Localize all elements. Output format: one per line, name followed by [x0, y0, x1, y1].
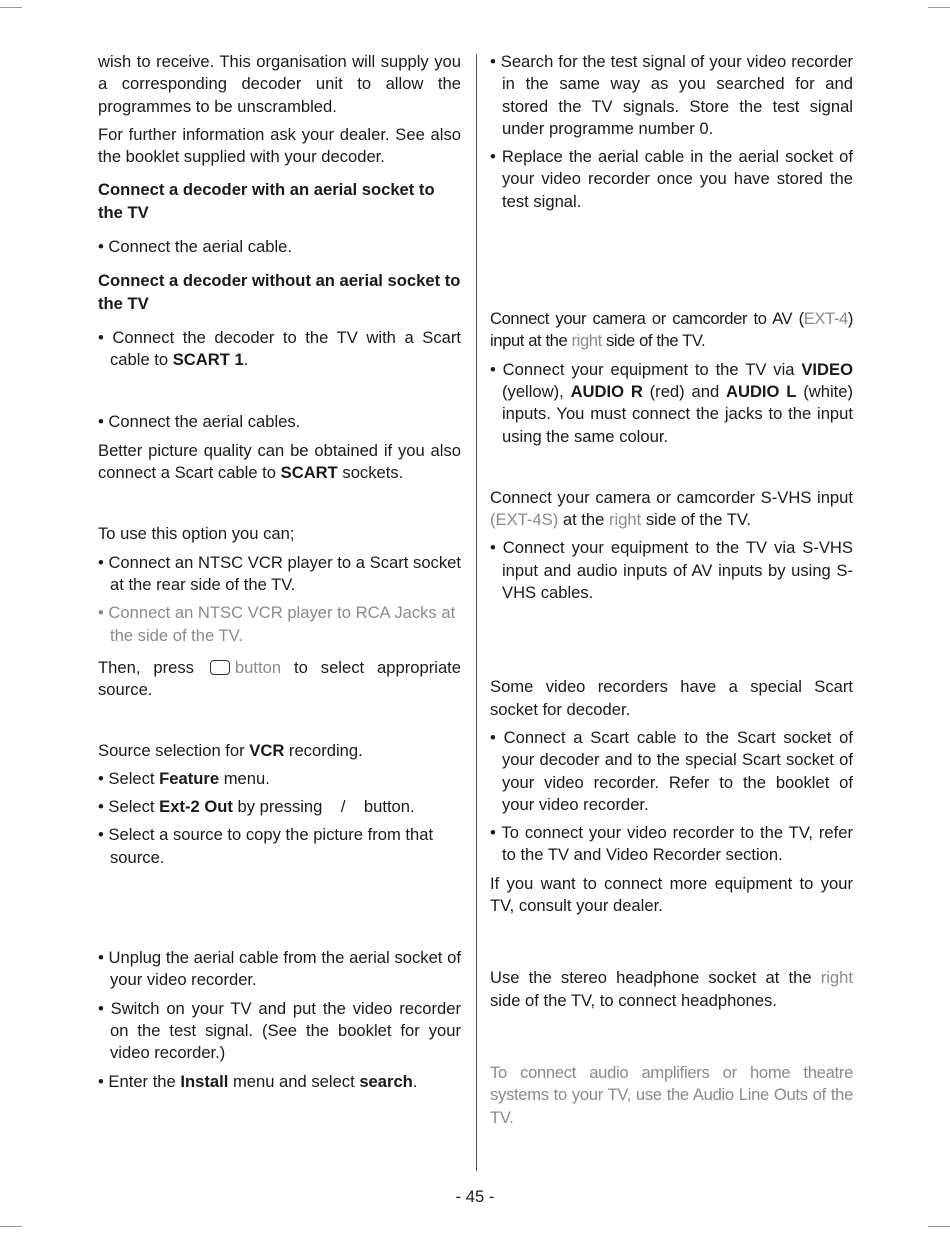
bullet-enter-install: • Enter the Install menu and select search.: [98, 1071, 418, 1091]
intro-paragraph: wish to receive. This organisation will supply you a corresponding decoder unit to allow the programmes to be unscrambled.: [98, 52, 461, 116]
source-button-paragraph: Then, press button to select appropriate source.: [98, 657, 462, 700]
bullet-ntsc-scart: • Connect an NTSC VCR player to a Scart socket at the rear side of the TV.: [98, 552, 461, 595]
bullet-switch-on: • Switch on your TV and put the video recorder on the test signal. (See the booklet for your video recorder.): [98, 998, 461, 1063]
crop-mark: [928, 1226, 950, 1227]
dealer-paragraph: For further information ask your dealer. See also the booklet supplied with your decoder.: [98, 124, 461, 167]
heading-decoder-without-aerial: Connect a decoder without an aerial socket to the TV: [98, 271, 461, 313]
right-column: [490, 50, 853, 1129]
bullet-unplug-aerial: • Unplug the aerial cable from the aerial socket of your video recorder.: [98, 948, 461, 990]
bullet-ntsc-rca: • Connect an NTSC VCR player to RCA Jacks at the side of the TV.: [98, 603, 456, 645]
bullet-select-ext2: • Select Ext-2 Out by pressing / button.: [98, 797, 415, 817]
bullet-replace-aerial: • Replace the aerial cable in the aerial socket of your video recorder once you have stored the test signal.: [490, 147, 853, 211]
bullet-select-feature: • Select Feature menu.: [98, 768, 270, 788]
bullet-search-test-signal: • Search for the test signal of your video recorder in the same way as you searched for and stored the TV signals. Store the test signal under programme number 0.: [490, 52, 853, 138]
page-number: - 45 -: [455, 1187, 495, 1206]
picture-quality-paragraph: Better picture quality can be obtained if you also connect a Scart cable to SCART sockets.: [98, 440, 461, 483]
bullet-video-audio-inputs: • Connect your equipment to the TV via VIDEO (yellow), AUDIO R (red) and AUDIO L (white) inputs. You must connect the jacks to the input using the same colour.: [490, 359, 854, 446]
heading-decoder-with-aerial: Connect a decoder with an aerial socket to the TV: [98, 180, 435, 222]
bullet-select-source: • Select a source to copy the picture from that source.: [98, 825, 434, 867]
headphone-paragraph: Use the stereo headphone socket at the right side of the TV, to connect headphones.: [490, 968, 853, 1010]
crop-mark: [928, 7, 950, 8]
bullet-connect-vcr: • To connect your video recorder to the TV, refer to the TV and Video Recorder section.: [490, 823, 853, 865]
special-scart-paragraph: Some video recorders have a special Scart socket for decoder.: [490, 677, 853, 719]
bullet-scart-decoder: • Connect a Scart cable to the Scart socket of your decoder and to the special Scart socket of your video recorder. Refer to the booklet of your video recorder.: [490, 727, 853, 814]
option-intro: To use this option you can;: [98, 524, 295, 544]
crop-mark: [0, 7, 22, 8]
svhs-input-paragraph: Connect your camera or camcorder S-VHS input (EXT-4S) at the right side of the TV.: [490, 487, 853, 530]
audio-line-out-paragraph: To connect audio amplifiers or home theatre systems to your TV, use the Audio Line Outs of the TV.: [490, 1062, 853, 1127]
bullet-svhs-cables: • Connect your equipment to the TV via S-VHS input and audio inputs of AV inputs by using S-VHS cables.: [490, 538, 853, 603]
left-column: [98, 50, 461, 1093]
vcr-source-paragraph: Source selection for VCR recording.: [98, 740, 363, 760]
source-button-icon: [210, 660, 230, 675]
bullet-aerial-cable: • Connect the aerial cable.: [98, 237, 292, 257]
column-divider: [476, 54, 477, 1171]
bullet-aerial-cables: • Connect the aerial cables.: [98, 411, 301, 431]
bullet-scart-cable: • Connect the decoder to the TV with a Scart cable to SCART 1.: [98, 327, 461, 370]
crop-mark: [0, 1226, 22, 1227]
av-input-paragraph: Connect your camera or camcorder to AV (EXT-4) input at the right side of the TV.: [490, 309, 853, 351]
more-equipment-paragraph: If you want to connect more equipment to your TV, consult your dealer.: [490, 873, 853, 916]
